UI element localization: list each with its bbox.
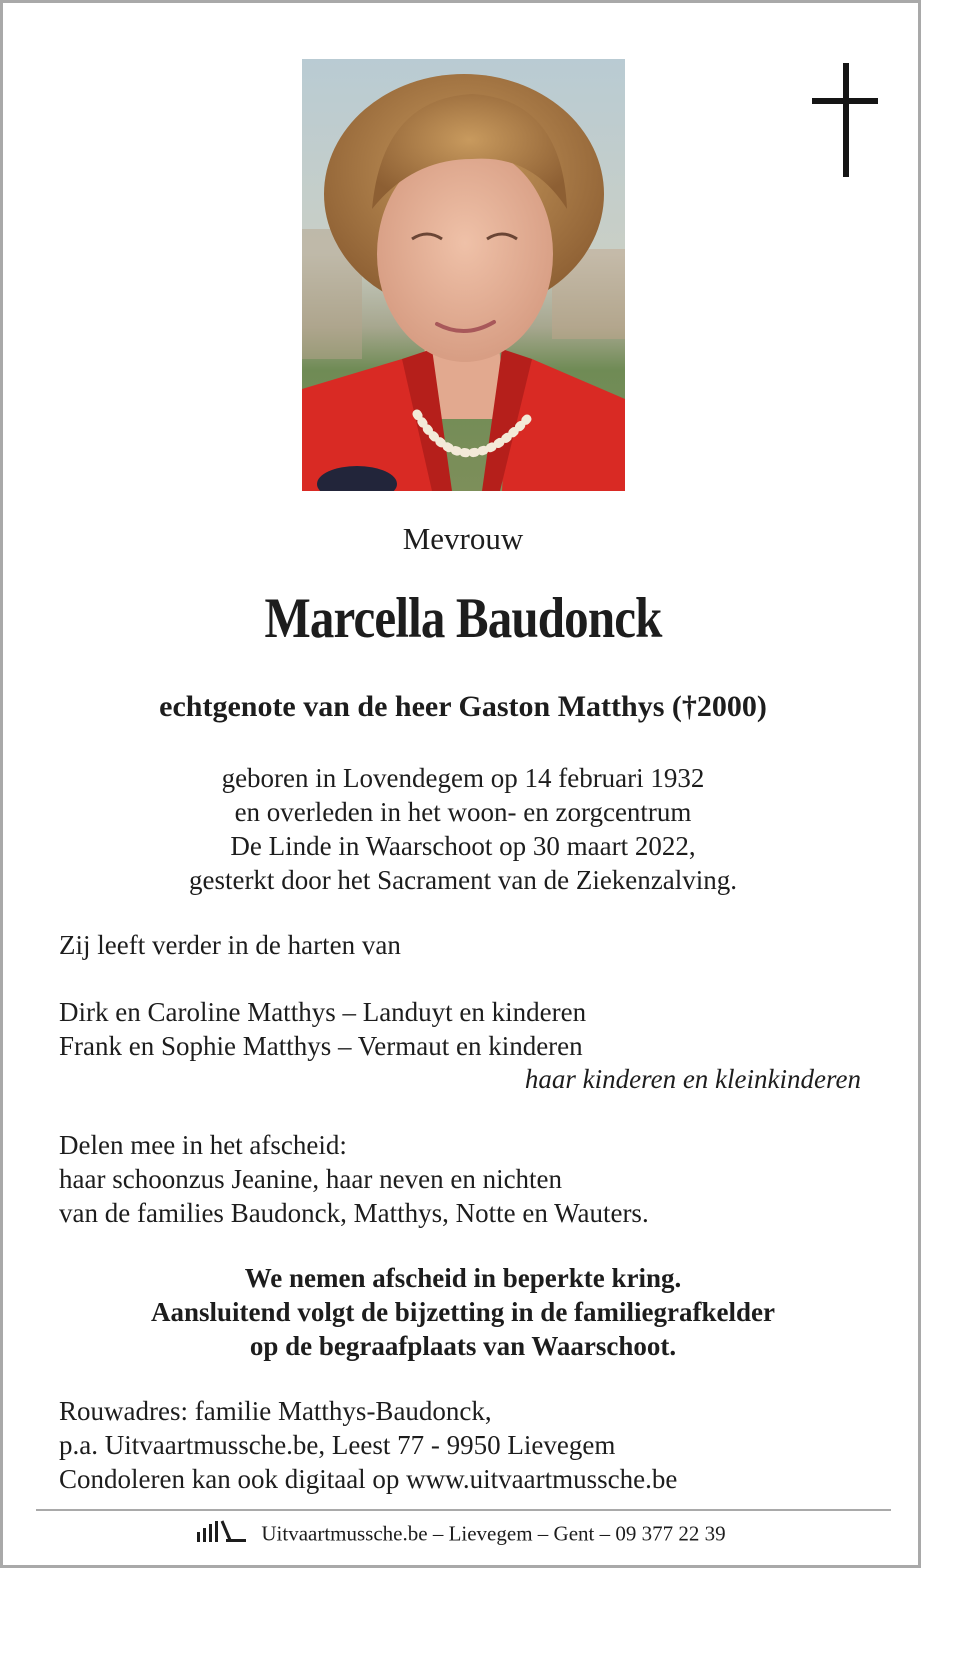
footer-divider <box>36 1509 891 1511</box>
lives-on-line: Zij leeft verder in de harten van <box>59 930 401 960</box>
salutation: Mevrouw <box>402 521 524 556</box>
portrait-photo <box>302 59 625 491</box>
footer <box>3 1520 918 1548</box>
ceremony-line: op de begraafplaats van Waarschoot. <box>249 1331 677 1361</box>
child-entry: Frank en Sophie Matthys – Vermaut en kinderen <box>59 1031 583 1061</box>
birth-line: geboren in Lovendegem op 14 februari 1932 <box>221 763 705 793</box>
address-line: p.a. Uitvaartmussche.be, Leest 77 - 9950 Lievegem <box>59 1430 616 1460</box>
ceremony-notice <box>33 1261 893 1363</box>
cross-icon <box>812 63 878 177</box>
uitvaart-logo-icon <box>195 1520 247 1548</box>
death-place-line: De Linde in Waarschoot op 30 maart 2022, <box>230 831 696 861</box>
share-line: Delen mee in het afscheid: <box>59 1130 347 1160</box>
share-line: van de families Baudonck, Matthys, Notte en Wauters. <box>59 1198 649 1228</box>
footer-text: Uitvaartmussche.be – Lievegem – Gent – 09 377 22 39 <box>261 1521 726 1546</box>
share-farewell <box>59 1128 649 1230</box>
children-caption: haar kinderen en kleinkinderen <box>524 1064 861 1094</box>
ceremony-line: We nemen afscheid in beperkte kring. <box>244 1263 682 1293</box>
mourning-address <box>59 1394 677 1496</box>
birth-death-details <box>33 761 893 897</box>
sacrament-line: gesterkt door het Sacrament van de Ziekenzalving. <box>188 865 738 895</box>
child-entry: Dirk en Caroline Matthys – Landuyt en kinderen <box>59 997 587 1027</box>
condolence-line: Condoleren kan ook digitaal op www.uitvaartmussche.be <box>59 1464 678 1494</box>
death-line: en overleden in het woon- en zorgcentrum <box>234 797 692 827</box>
address-line: Rouwadres: familie Matthys-Baudonck, <box>59 1396 492 1426</box>
spouse-line: echtgenote van de heer Gaston Matthys (†2000) <box>159 690 767 723</box>
ceremony-line: Aansluitend volgt de bijzetting in de familiegrafkelder <box>151 1297 775 1327</box>
deceased-name: Marcella Baudonck <box>264 587 662 650</box>
share-line: haar schoonzus Jeanine, haar neven en nichten <box>59 1164 563 1194</box>
children-list <box>59 995 586 1063</box>
